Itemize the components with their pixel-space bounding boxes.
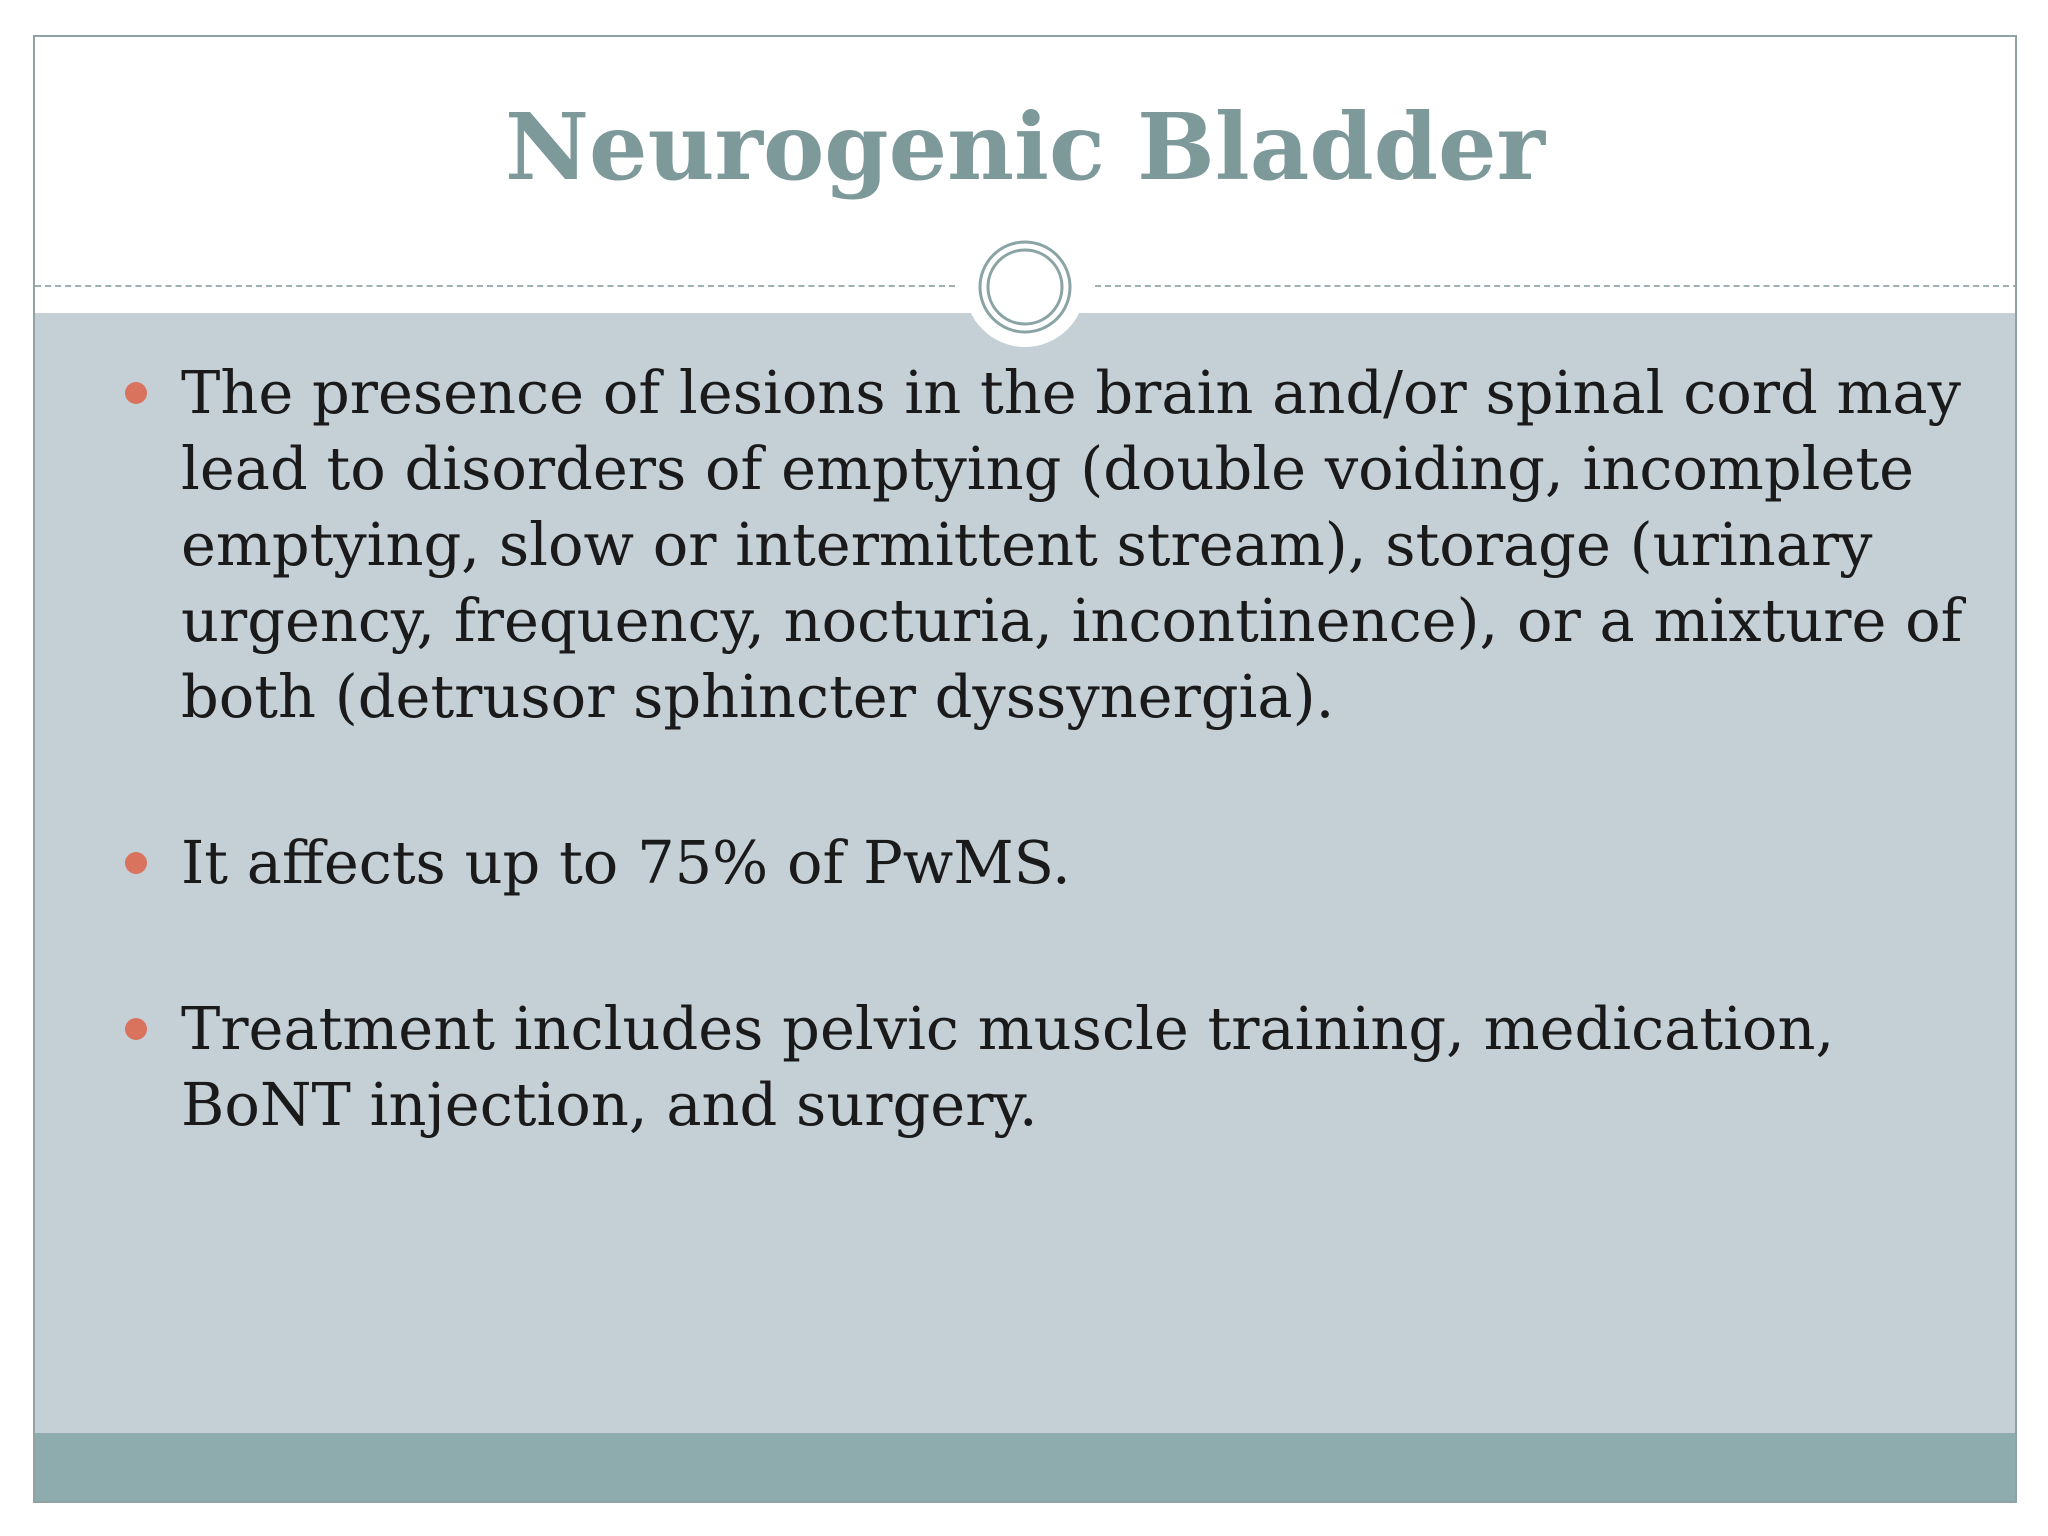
bullet-item <box>95 355 1975 735</box>
bullet-item <box>95 825 1975 901</box>
bullet-text: Treatment includes pelvic muscle training, medication, BoNT injection, and surgery. <box>181 994 1835 1139</box>
bullet-item <box>95 991 1975 1143</box>
bullet-text: The presence of lesions in the brain and/or spinal cord may lead to disorders of emptying (double voiding, incomplete emptying, slow or intermittent stream), storage (urinary urgency, frequency, nocturia, incontinence), or a mixture of both (detrusor sphincter dyssynergia). <box>181 358 1963 731</box>
bullet-dot-icon <box>125 382 147 404</box>
bullet-dot-icon <box>125 852 147 874</box>
slide <box>33 35 2017 1503</box>
bullet-dot-icon <box>125 1018 147 1040</box>
double-ring-icon <box>975 237 1075 337</box>
bullet-list <box>95 355 1975 1143</box>
footer-bar <box>35 1433 2015 1503</box>
title-divider-right <box>1095 285 2017 287</box>
slide-title: Neurogenic Bladder <box>504 93 1546 201</box>
title-divider-left <box>35 285 955 287</box>
bullet-text: It affects up to 75% of PwMS. <box>181 828 1071 897</box>
